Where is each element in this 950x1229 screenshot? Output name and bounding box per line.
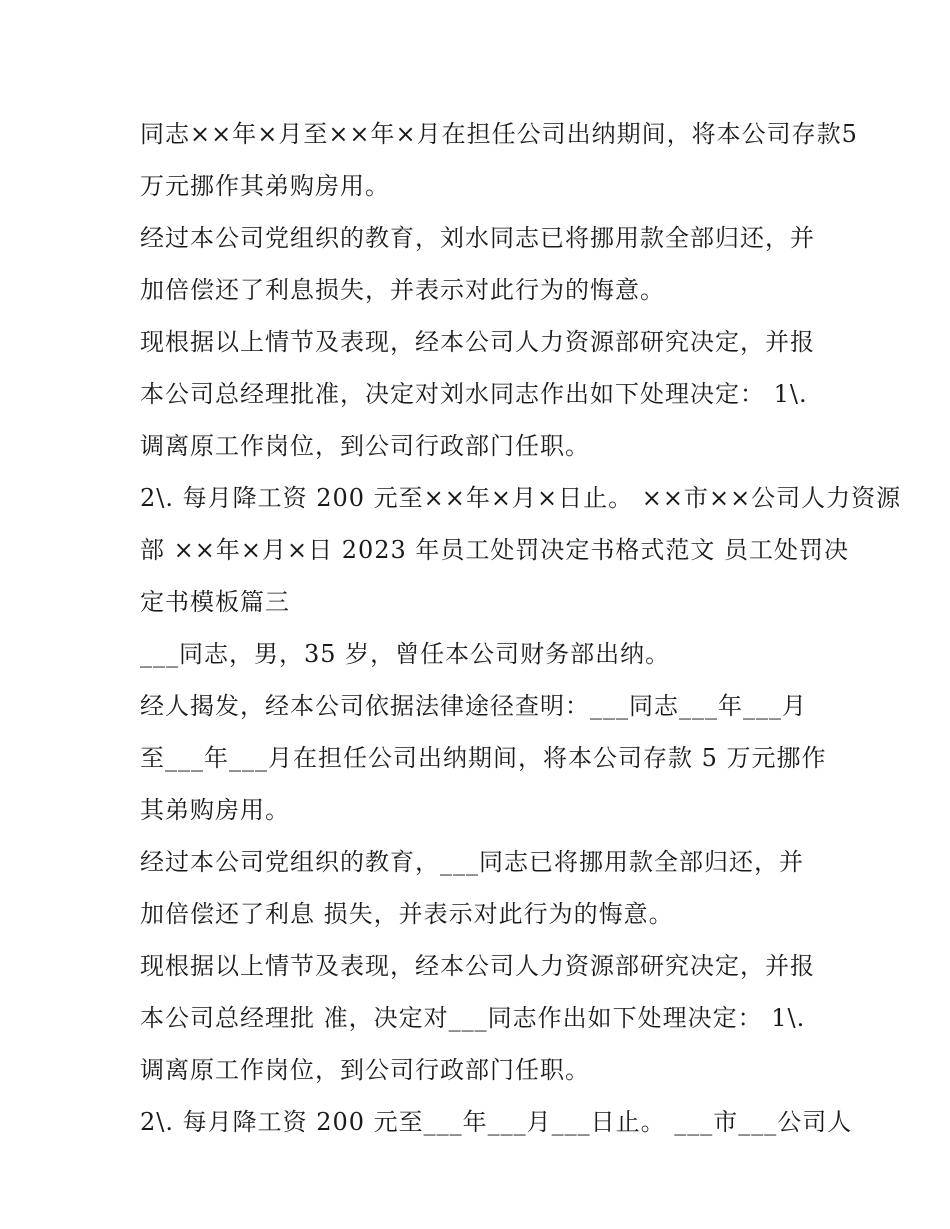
text-line: 现根据以上情节及表现，经本公司人力资源部研究决定，并报 [140,328,815,356]
text-line: 2\. 每月降工资 200 元至___年___月___日止。 ___市___公司人 [140,1108,853,1136]
text-line: 加倍偿还了利息 损失，并表示对此行为的悔意。 [140,900,674,928]
text-line: 同志××年×月至××年×月在担任公司出纳期间，将本公司存款5 [140,120,858,148]
text-line: 经过本公司党组织的教育，刘水同志已将挪用款全部归还，并 [140,224,815,252]
text-line: 万元挪作其弟购房用。 [140,172,390,200]
text-line: 部 ××年×月×日 2023 年员工处罚决定书格式范文 员工处罚决 [140,536,850,564]
document-body [140,108,902,1148]
text-line: 现根据以上情节及表现，经本公司人力资源部研究决定，并报 [140,952,815,980]
text-line: 本公司总经理批 准，决定对___同志作出如下处理决定： 1\. [140,1004,806,1032]
text-line: ___同志，男，35 岁，曾任本公司财务部出纳。 [140,640,671,668]
text-line: 经人揭发，经本公司依据法律途径查明：___同志___年___月 [140,692,807,720]
text-line: 本公司总经理批准，决定对刘水同志作出如下处理决定： 1\. [140,380,808,408]
text-line: 加倍偿还了利息损失，并表示对此行为的悔意。 [140,276,665,304]
text-line: 定书模板篇三 [140,588,290,616]
text-line: 调离原工作岗位，到公司行政部门任职。 [140,1056,590,1084]
text-line: 经过本公司党组织的教育，___同志已将挪用款全部归还，并 [140,848,804,876]
text-line: 至___年___月在担任公司出纳期间，将本公司存款 5 万元挪作 [140,744,827,772]
text-line: 2\. 每月降工资 200 元至××年×月×日止。 ××市××公司人力资源 [140,484,902,512]
text-line: 其弟购房用。 [140,796,290,824]
text-line: 调离原工作岗位，到公司行政部门任职。 [140,432,590,460]
